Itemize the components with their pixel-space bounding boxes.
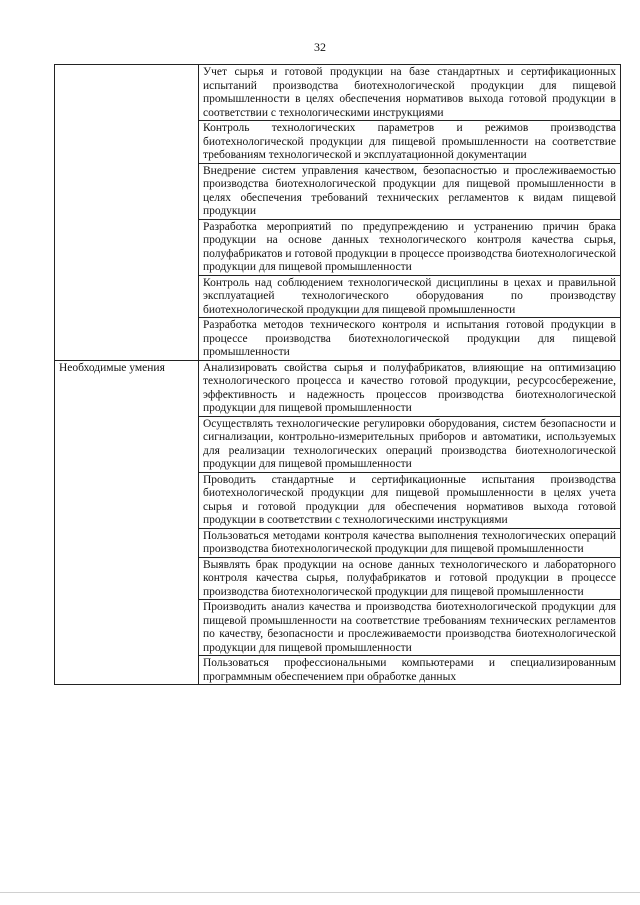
row-label-empty xyxy=(55,65,199,361)
table-cell: Контроль технологических параметров и режимов производства биотехнологической продукции для пищевой промышленности на соответствие требованиям технологической и эксплуатационной документации xyxy=(199,121,621,164)
table-cell: Внедрение систем управления качеством, безопасностью и прослеживаемостью производства биотехнологической продукции для пищевой промышленности в целях обеспечения требований технических регламентов к видам пищевой продукции xyxy=(199,163,621,219)
table-cell: Пользоваться профессиональными компьютерами и специализированным программным обеспечением при обработке данных xyxy=(199,656,621,685)
table-cell: Производить анализ качества и производства биотехнологической продукции для пищевой промышленности на соответствие требованиям технических регламентов по качеству, безопасности и прослеживаемости производства биотехнологической продукции для пищевой промышленности xyxy=(199,600,621,656)
table-cell: Разработка методов технического контроля и испытания готовой продукции в процессе производства биотехнологической продукции для пищевой промышленности xyxy=(199,318,621,361)
page-bottom-rule xyxy=(0,892,640,893)
table-row xyxy=(55,65,621,121)
table-cell: Анализировать свойства сырья и полуфабрикатов, влияющие на оптимизацию технологического процесса и качество готовой продукции, ресурсосбережение, эффективность и надежность процессов производства биотехнологической продукции для пищевой промышленности xyxy=(199,360,621,416)
table-row xyxy=(55,360,621,416)
table-cell: Учет сырья и готовой продукции на базе стандартных и сертификационных испытаний производства биотехнологической продукции для пищевой промышленности в целях обеспечения нормативов выхода готовой продукции в соответствии с технологическими инструкциями xyxy=(199,65,621,121)
table-cell: Пользоваться методами контроля качества выполнения технологических операций производства биотехнологической продукции для пищевой промышленности xyxy=(199,528,621,557)
table-cell: Выявлять брак продукции на основе данных технологического и лабораторного контроля качества сырья, полуфабрикатов и готовой продукции в процессе производства биотехнологической продукции для пищевой промышленности xyxy=(199,557,621,600)
competency-table xyxy=(54,64,621,685)
table-cell: Разработка мероприятий по предупреждению и устранению причин брака продукции на основе данных технологического контроля качества сырья, полуфабрикатов и готовой продукции в процессе производства биотехнологической продукции для пищевой промышленности xyxy=(199,219,621,275)
table-cell: Осуществлять технологические регулировки оборудования, систем безопасности и сигнализации, контрольно-измерительных приборов и автоматики, используемых для реализации технологических операций производства биотехнологической продукции для пищевой промышленности xyxy=(199,416,621,472)
page-number: 32 xyxy=(314,40,326,54)
row-label-skills: Необходимые умения xyxy=(55,360,199,685)
table-cell: Проводить стандартные и сертификационные испытания производства биотехнологической продукции для пищевой промышленности в целях учета сырья и готовой продукции для обеспечения нормативов выхода готовой продукции в соответствии с технологическими инструкциями xyxy=(199,472,621,528)
table-cell: Контроль над соблюдением технологической дисциплины в цехах и правильной эксплуатацией технологического оборудования по производству биотехнологической продукции для пищевой промышленности xyxy=(199,275,621,318)
